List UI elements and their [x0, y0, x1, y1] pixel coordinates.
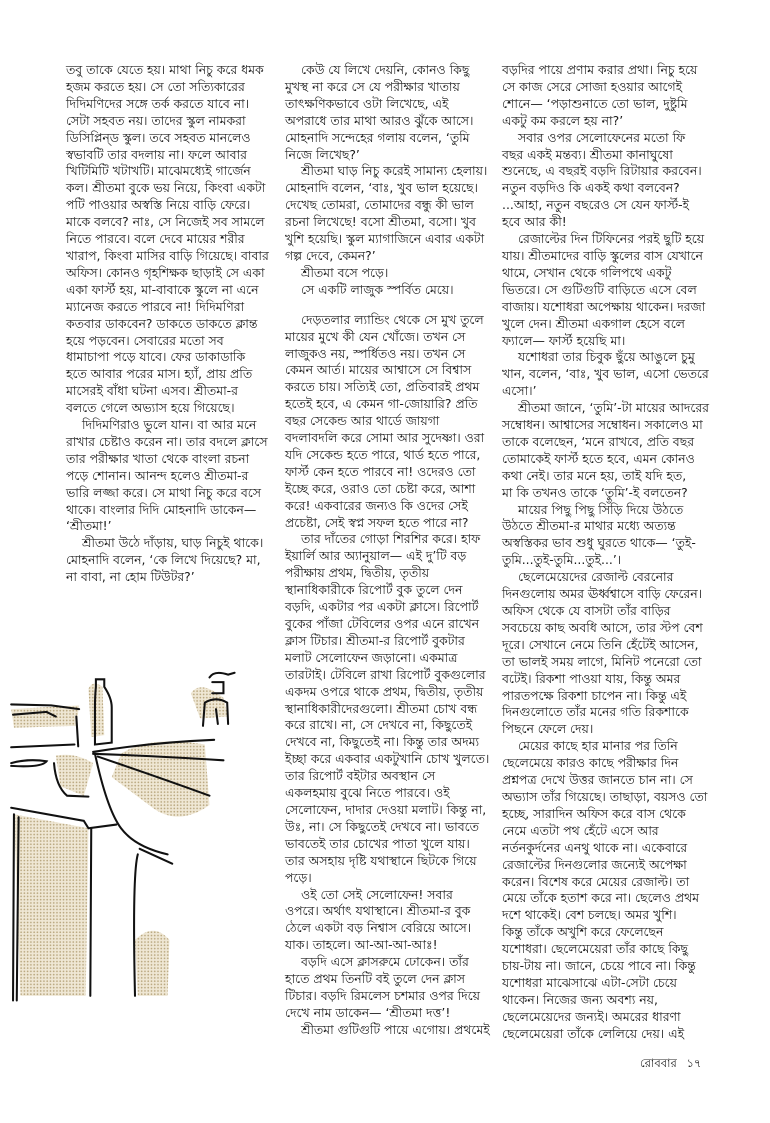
text-line: মাসেরই বাঁধা ঘটনা এসব। শ্রীতমা-র — [66, 383, 238, 399]
text-line: সেটা সহবত নয়। তাদের স্কুল নামকরা — [66, 112, 246, 128]
text-line: পরীক্ষায় প্রথম, দ্বিতীয়, তৃতীয় — [285, 565, 430, 581]
text-line: যাক। তাহলে। আ-আ-আ-আঃ! — [285, 937, 438, 953]
text-line: রাখার চেষ্টাও করেন না। তার বদলে ক্লাসে — [66, 433, 268, 449]
text-line: কেমন আর্ত। মায়ের আশ্বাসে সে বিশ্বাস — [285, 362, 472, 378]
text-line: হতেই হবে, এ কেমন গা-জোয়ারি? প্রতি — [285, 396, 478, 412]
text-line: যদি সেকেন্ড হতে পারে, থার্ড হতে পারে, — [285, 446, 481, 462]
text-line: বদলাবদলি করে সোমা আর সুদেষ্ণা। ওরা — [285, 430, 485, 446]
text-line: চায়-টায় না। জানে, চেয়ে পাবে না। কিন্তু — [502, 958, 696, 974]
text-line: পড়ে শোনান। আনন্দ হলেও শ্রীতমা-র — [66, 467, 249, 483]
text-line: হয়ে পড়বেন। সেবারের মতো সব — [66, 332, 224, 348]
paragraph — [502, 569, 734, 738]
paragraph — [502, 738, 734, 1042]
text-line: শ্রীতমা বসে পড়ে। — [301, 264, 389, 280]
text-line: ওই তো সেই সেলোফেন! সবার — [301, 886, 453, 902]
text-line: তার রিপোর্ট বইটার অবস্থান সে — [285, 768, 436, 784]
text-line: সে কাজ সেরে সোজা হওয়ার আগেই — [502, 78, 683, 94]
text-line: কল। শ্রীতমা বুকে ভয় নিয়ে, কিংবা একটা — [66, 180, 266, 196]
text-line: ফ্যালে— ফার্স্ট হয়েছি মা। — [502, 332, 626, 348]
text-line: খান, বলেন, ‘বাঃ, খুব ভাল, এসো ভেতরে — [502, 366, 709, 382]
text-line: দিনগুলোয় অমর ঊর্ধ্বশ্বাসে বাড়ি ফেরেন। — [502, 586, 703, 602]
text-line: মায়ের মুখে কী যেন খোঁজে। তখন সে — [285, 328, 466, 344]
text-line: স্থানাধিকারীদেরগুলো। শ্রীতমা চোখ বন্ধ — [285, 700, 478, 716]
text-line: দেখেছ তোমরা, তোমাদের বন্ধু কী ভাল — [285, 197, 474, 213]
text-line: উঠতে শ্রীতমা-র মাথার মধ্যে অত্যন্ত — [502, 518, 676, 534]
text-line: দশে থাকেই। বেশ চলছে। অমর খুশি। — [502, 907, 677, 923]
text-line: একটু কম করলে হয় না?’ — [502, 112, 624, 128]
text-line: যশোধরা মাঝেসাঝে এটা-সেটা চেয়ে — [502, 974, 677, 990]
text-line: করে! একবারের জন্যও কি ওদের সেই — [285, 497, 468, 513]
text-line: রেজাল্টের দিনগুলোর জন্যেই অপেক্ষা — [502, 856, 687, 872]
text-line: বড়দি এসে ক্লাসরুমে ঢোকেন। তাঁর — [301, 954, 469, 970]
text-line: পটি পাওয়ার অস্বস্তি নিয়ে বাড়ি ফেরে। — [66, 197, 251, 213]
text-line: মুখস্থ না করে সে যে পরীক্ষার খাতায় — [285, 78, 460, 94]
paragraph — [285, 312, 493, 532]
text-line: তা ভালই সময় লাগে, মিনিট পনেরো তো — [502, 653, 702, 669]
text-line: ডিসিপ্লিন্‌ড স্কুল। তবে সহবত মানলেও — [66, 129, 251, 145]
text-line: দেখে নাম ডাকেন— ‘শ্রীতমা দত্ত’! — [285, 1004, 451, 1020]
text-line: বছর একই মন্তব্য। শ্রীতমা কানাঘুষো — [502, 146, 673, 162]
text-line: দিদিমণিদের সঙ্গে তর্ক করতে যাবে না। — [66, 95, 250, 111]
paragraph — [285, 62, 493, 163]
text-line: মেয়ে তাঁকে হতাশ করে না। ছেলেও প্রথম — [502, 890, 699, 906]
text-line: সেলোফেন, দাদার দেওয়া মলাট। কিন্তু না, — [285, 801, 487, 817]
text-line: রেজাল্টের দিন টিফিনের পরই ছুটি হয়ে — [518, 231, 705, 247]
paragraph — [502, 231, 734, 349]
text-line: ভাবতেই তার চোখের পাতা খুলে যায়। — [285, 835, 470, 851]
paragraph — [502, 130, 734, 231]
text-line: একলহমায় বুঝে নিতে পারবে। ওই — [285, 785, 450, 801]
magazine-name: রোববার — [640, 1056, 677, 1070]
text-line: তুমি...তুই-তুমি...তুই...’। — [502, 552, 622, 568]
text-line: হজম করতে হয়। সে তো সত্যিকারের — [66, 78, 245, 94]
text-line: হাতে প্রথম তিনটি বই তুলে দেন ক্লাস — [285, 971, 465, 987]
text-line: শ্রীতমা জানে, ‘তুমি’-টা মায়ের আদরের — [518, 400, 709, 416]
text-line: ক্লাস টিচার। শ্রীতমা-র রিপোর্ট বুকটার — [285, 632, 465, 648]
text-line: খারাপ, কিংবা মাসির বাড়ি গিয়েছে। বাবার — [66, 247, 269, 263]
text-line: তোমাকেই ফার্স্ট হতে হবে, এমন কোনও — [502, 450, 695, 466]
text-line: বছর সেকেন্ড আর থার্ডে জায়গা — [285, 413, 440, 429]
text-line: পিছনে ফেলে দেয়। — [502, 721, 594, 737]
page-footer — [640, 1056, 707, 1070]
text-line: বড়দির পায়ে প্রণাম করার প্রথা। নিচু হয়ে — [502, 62, 698, 77]
text-line: অফিস। কোনও গৃহশিক্ষক ছাড়াই সে একা — [66, 264, 265, 280]
text-line: তারটাই। টেবিলে রাখা রিপোর্ট বুকগুলোর — [285, 666, 486, 682]
text-line: দেড়তলার ল্যান্ডিং থেকে সে মুখ তুলে — [301, 311, 484, 327]
text-line: তাৎক্ষণিকভাবে ওটা লিখেছে, এই — [285, 95, 449, 111]
text-line: না বাবা, না হোম টিউটর?’ — [66, 569, 195, 585]
text-line: নর্তনকুর্দনের এনথু থাকে না। একেবারে — [502, 839, 688, 855]
text-line: সে একটি লাজুক স্পর্বিত মেয়ে। — [301, 281, 454, 297]
text-line: যশোধরা তার চিবুক ছুঁয়ে আঙুলে চুমু — [518, 349, 695, 365]
text-line: বটেই। রিকশা পাওয়া যায়, কিন্তু অমর — [502, 670, 681, 686]
text-line: সবচেয়ে কাছ অবধি আসে, তার স্টপ বেশ — [502, 619, 703, 635]
text-line: ছেলেমেয়েদের রেজাল্ট বেরনোর — [518, 569, 674, 585]
text-line: শুনেছে, এ বছরই বড়দি রিটায়ার করবেন। — [502, 163, 702, 179]
text-line: ...আহা, নতুন বছরেও সে যেন ফার্স্ট-ই — [502, 197, 689, 213]
sink-illustration-icon — [0, 590, 270, 1020]
paragraph — [285, 531, 493, 886]
text-line: ঠেলে একটা বড় নিশ্বাস বেরিয়ে আসে। — [285, 920, 472, 936]
text-line: করতে চায়। সত্যিই তো, প্রতিবারই প্রথম — [285, 379, 480, 395]
paragraph — [285, 1022, 493, 1039]
text-line: প্রশ্নপত্র দেখে উত্তর জানতে চান না। সে — [502, 772, 693, 788]
text-line: কতবার ডাকবেন? ডাকতে ডাকতে ক্লান্ত — [66, 315, 258, 331]
text-line: শ্রীতমা উঠে দাঁড়ায়, ঘাড় নিচুই থাকে। — [82, 535, 264, 551]
text-line: তার অসহায় দৃষ্টি যথাস্থানে ছিটকে গিয়ে — [285, 852, 477, 868]
text-line: অস্বস্তিকর ভাব শুধু ঘুরতে থাকে— ‘তুই- — [502, 535, 696, 551]
text-line: হতে আবার পরের মাস। হ্যাঁ, প্রায় প্রতি — [66, 366, 253, 382]
text-line: মাকে বলবে? নাঃ, সে নিজেই সব সামলে — [66, 214, 265, 230]
text-line: সম্বোধন। আশ্বাসের সম্বোধন। সকালেও মা — [502, 417, 703, 433]
paragraph — [285, 265, 493, 282]
text-line: অভ্যাস তাঁর গিয়েছে। তাছাড়া, বয়সও তো — [502, 788, 708, 804]
text-line: পড়ে। — [285, 869, 312, 885]
text-line: কথা নেই। তার মনে হয়, তাই যদি হত, — [502, 467, 687, 483]
text-line: খিটিমিটি খটাখটি। মাঝেমধ্যেই গার্জেন — [66, 163, 251, 179]
text-line: খুশি হয়েছি। স্কুল ম্যাগাজিনে এবার একটা — [285, 231, 485, 247]
text-line: ফার্স্ট কেন হতে পারবে না! ওদেরও তো — [285, 463, 476, 479]
text-line: দিদিমণিরাও ভুলে যান। বা আর মনে — [82, 417, 257, 433]
text-line: ‘শ্রীতমা!’ — [66, 518, 112, 534]
text-line: থামে, সেখান থেকে গলিপথে একটু — [502, 264, 672, 280]
paragraph — [66, 417, 278, 535]
text-line: নিজে লিখেছ?’ — [285, 146, 360, 162]
text-line: ইচ্ছে করে, ওরাও তো চেষ্টা করে, আশা — [285, 480, 476, 496]
paragraph — [502, 349, 734, 400]
text-line: হচ্ছে, সারাদিন অফিস করে বাস থেকে — [502, 805, 686, 821]
text-line: তবু তাকে যেতে হয়। মাথা নিচু করে ধমক — [66, 62, 264, 77]
text-line: স্থানাধিকারীকে রিপোর্ট বুক তুলে দেন — [285, 582, 463, 598]
text-line: রচনা লিখেছে! বসো শ্রীতমা, বসো। খুব — [285, 214, 476, 230]
text-line: সবার ওপর সেলোফেনের মতো ফি — [518, 129, 686, 145]
text-line: তার পরীক্ষার খাতা থেকে বাংলা রচনা — [66, 450, 250, 466]
text-line: বলতে গেলে অভ্যাস হয়ে গিয়েছে। — [66, 400, 235, 416]
paragraph — [285, 163, 493, 264]
text-line: একা ফার্স্ট হয়, মা-বাবাকে স্কুলে না এনে — [66, 281, 259, 297]
text-line: যশোধরা। ছেলেমেয়েরা তাঁর কাছে কিছু — [502, 941, 689, 957]
text-line: ম্যানেজ করতে পারবে না! দিদিমণিরা — [66, 298, 245, 314]
text-line: ইয়ার্লি আর অ্যানুয়াল— এই দু’টি বড় — [285, 548, 467, 564]
page-number: ১৭ — [686, 1056, 702, 1070]
text-line: মেয়ের কাছে হার মানার পর তিনি — [518, 738, 678, 754]
text-line: ভারি লজ্জা করে। সে মাথা নিচু করে বসে — [66, 484, 261, 500]
text-line: একদম ওপরে থাকে প্রথম, দ্বিতীয়, তৃতীয় — [285, 683, 484, 699]
text-column-1 — [66, 62, 278, 586]
text-column-3 — [502, 62, 734, 1043]
paragraph — [66, 535, 278, 586]
text-line: উঃ, না। সে কিছুতেই দেখবে না। ভাবতে — [285, 818, 479, 834]
text-line: ভিতরে। সে গুটিগুটি বাড়িতে এসে বেল — [502, 281, 697, 297]
text-line: নেমে এতটা পথ হেঁটে এসে আর — [502, 822, 659, 838]
paragraph — [502, 502, 734, 570]
text-line: টিচার। বড়দি রিমলেস চশমার ওপর দিয়ে — [285, 987, 480, 1003]
text-line: শ্রীতমা ঘাড় নিচু করেই সামান্য হেলায়। — [301, 163, 488, 179]
text-line: থাকেন। নিজের জন্য অবশ্য নয়, — [502, 991, 658, 1007]
text-line: এসো।’ — [502, 383, 537, 399]
text-line: ওপরে। অর্থাৎ যথাস্থানে। শ্রীতমা-র বুক — [285, 903, 471, 919]
paragraph — [285, 282, 493, 299]
text-line: করে রাখে। না, সে দেখবে না, কিছুতেই — [285, 717, 473, 733]
text-line: থাকে। বাংলার দিদি মোহনাদি ডাকেন— — [66, 501, 257, 517]
text-line: তার দাঁতের গোড়া শিরশির করে। হাফ — [301, 531, 481, 547]
text-line: দেখবে না, কিছুতেই না। কিন্তু তার অদম্য — [285, 734, 480, 750]
text-line: হবে আর কী! — [502, 214, 567, 230]
text-line: ছেলেমেয়েদের জন্যই। অমরের ধারণা — [502, 1008, 681, 1024]
text-line: দূরে। সেখানে নেমে তিনি হেঁটেই আসেন, — [502, 636, 699, 652]
text-line: বাজায়। যশোধরা অপেক্ষায় থাকেন। দরজা — [502, 298, 706, 314]
paragraph — [66, 62, 278, 417]
text-line: শোনে— ‘পড়াশুনাতে তো ভাল, দুষ্টুমি — [502, 95, 688, 111]
text-line: নতুন বড়দিও কি একই কথা বলবেন? — [502, 180, 680, 196]
text-line: প্রচেষ্টা, সেই স্বপ্ন সফল হতে পারে না? — [285, 514, 469, 530]
paragraph — [502, 62, 734, 130]
text-line: মোহনাদি বলেন, ‘কে লিখে দিয়েছে? মা, — [66, 552, 261, 568]
text-line: বুকের পাঁজা টেবিলের ওপর এনে রাখেন — [285, 616, 480, 631]
paragraph — [502, 400, 734, 501]
text-line: ছেলেমেয়েরা তাঁকে লেলিয়ে দেয়। এই — [502, 1025, 685, 1041]
text-line: লাজুকও নয়, স্পর্ধিতও নয়। তখন সে — [285, 345, 466, 361]
text-line: ইচ্ছা করে একবার একটুখানি চোখ খুলতে। — [285, 751, 490, 767]
text-line: গল্প দেবে, কেমন?’ — [285, 247, 376, 263]
text-column-2 — [285, 62, 493, 1039]
text-line: কিন্তু তাঁকে অখুশি করে ফেলেছেন — [502, 924, 664, 940]
text-line: যায়। শ্রীতমাদের বাড়ি স্কুলের বাস যেখানে — [502, 247, 703, 263]
text-line: ছেলেমেয়ে কারও কাছে পরীক্ষার দিন — [502, 755, 679, 771]
text-line: পারতপক্ষে রিকশা চাপেন না। কিন্তু এই — [502, 687, 687, 703]
text-line: ধামাচাপা পড়ে যাবে। ফের ডাকাডাকি — [66, 349, 246, 365]
text-line: অফিস থেকে যে বাসটা তাঁর বাড়ির — [502, 603, 671, 618]
text-line: অপরাধে তার মাথা আরও ঝুঁকে আসে। — [285, 112, 474, 128]
text-line: মায়ের পিছু পিছু সিঁড়ি দিয়ে উঠতে — [518, 501, 684, 517]
text-line: নিতে পারবে। বলে দেবে মায়ের শরীর — [66, 231, 245, 247]
text-line: কেউ যে লিখে দেয়নি, কোনও কিছু — [301, 62, 470, 77]
text-line: মা কি তখনও তাকে ‘তুমি’-ই বলতেন? — [502, 484, 688, 500]
text-line: মোহনাদি বলেন, ‘বাঃ, খুব ভাল হয়েছে। — [285, 180, 478, 196]
paragraph — [285, 887, 493, 955]
text-line: করেন। বিশেষ করে মেয়ের রেজাল্ট। তা — [502, 873, 690, 889]
paragraph — [285, 954, 493, 1022]
text-line: স্বভাবটি তার বদলায় না। ফলে আবার — [66, 146, 247, 162]
text-line: মোহনাদি সন্দেহের গলায় বলেন, ‘তুমি — [285, 129, 470, 145]
text-line: দিনগুলোতে তাঁর মনের গতি রিকশাকে — [502, 704, 689, 720]
text-line: খুলে দেন। শ্রীতমা একগাল হেসে বলে — [502, 315, 685, 331]
text-line: মলাট সেলোফেন জড়ানো। একমাত্র — [285, 649, 458, 665]
text-line: বড়দি, একটার পর একটা ক্লাসে। রিপোর্ট — [285, 599, 479, 615]
text-line: শ্রীতমা গুটিগুটি পায়ে এগোয়। প্রথমেই — [301, 1021, 490, 1037]
text-line: তাকে বলেছেন, ‘মনে রাখবে, প্রতি বছর — [502, 433, 695, 449]
